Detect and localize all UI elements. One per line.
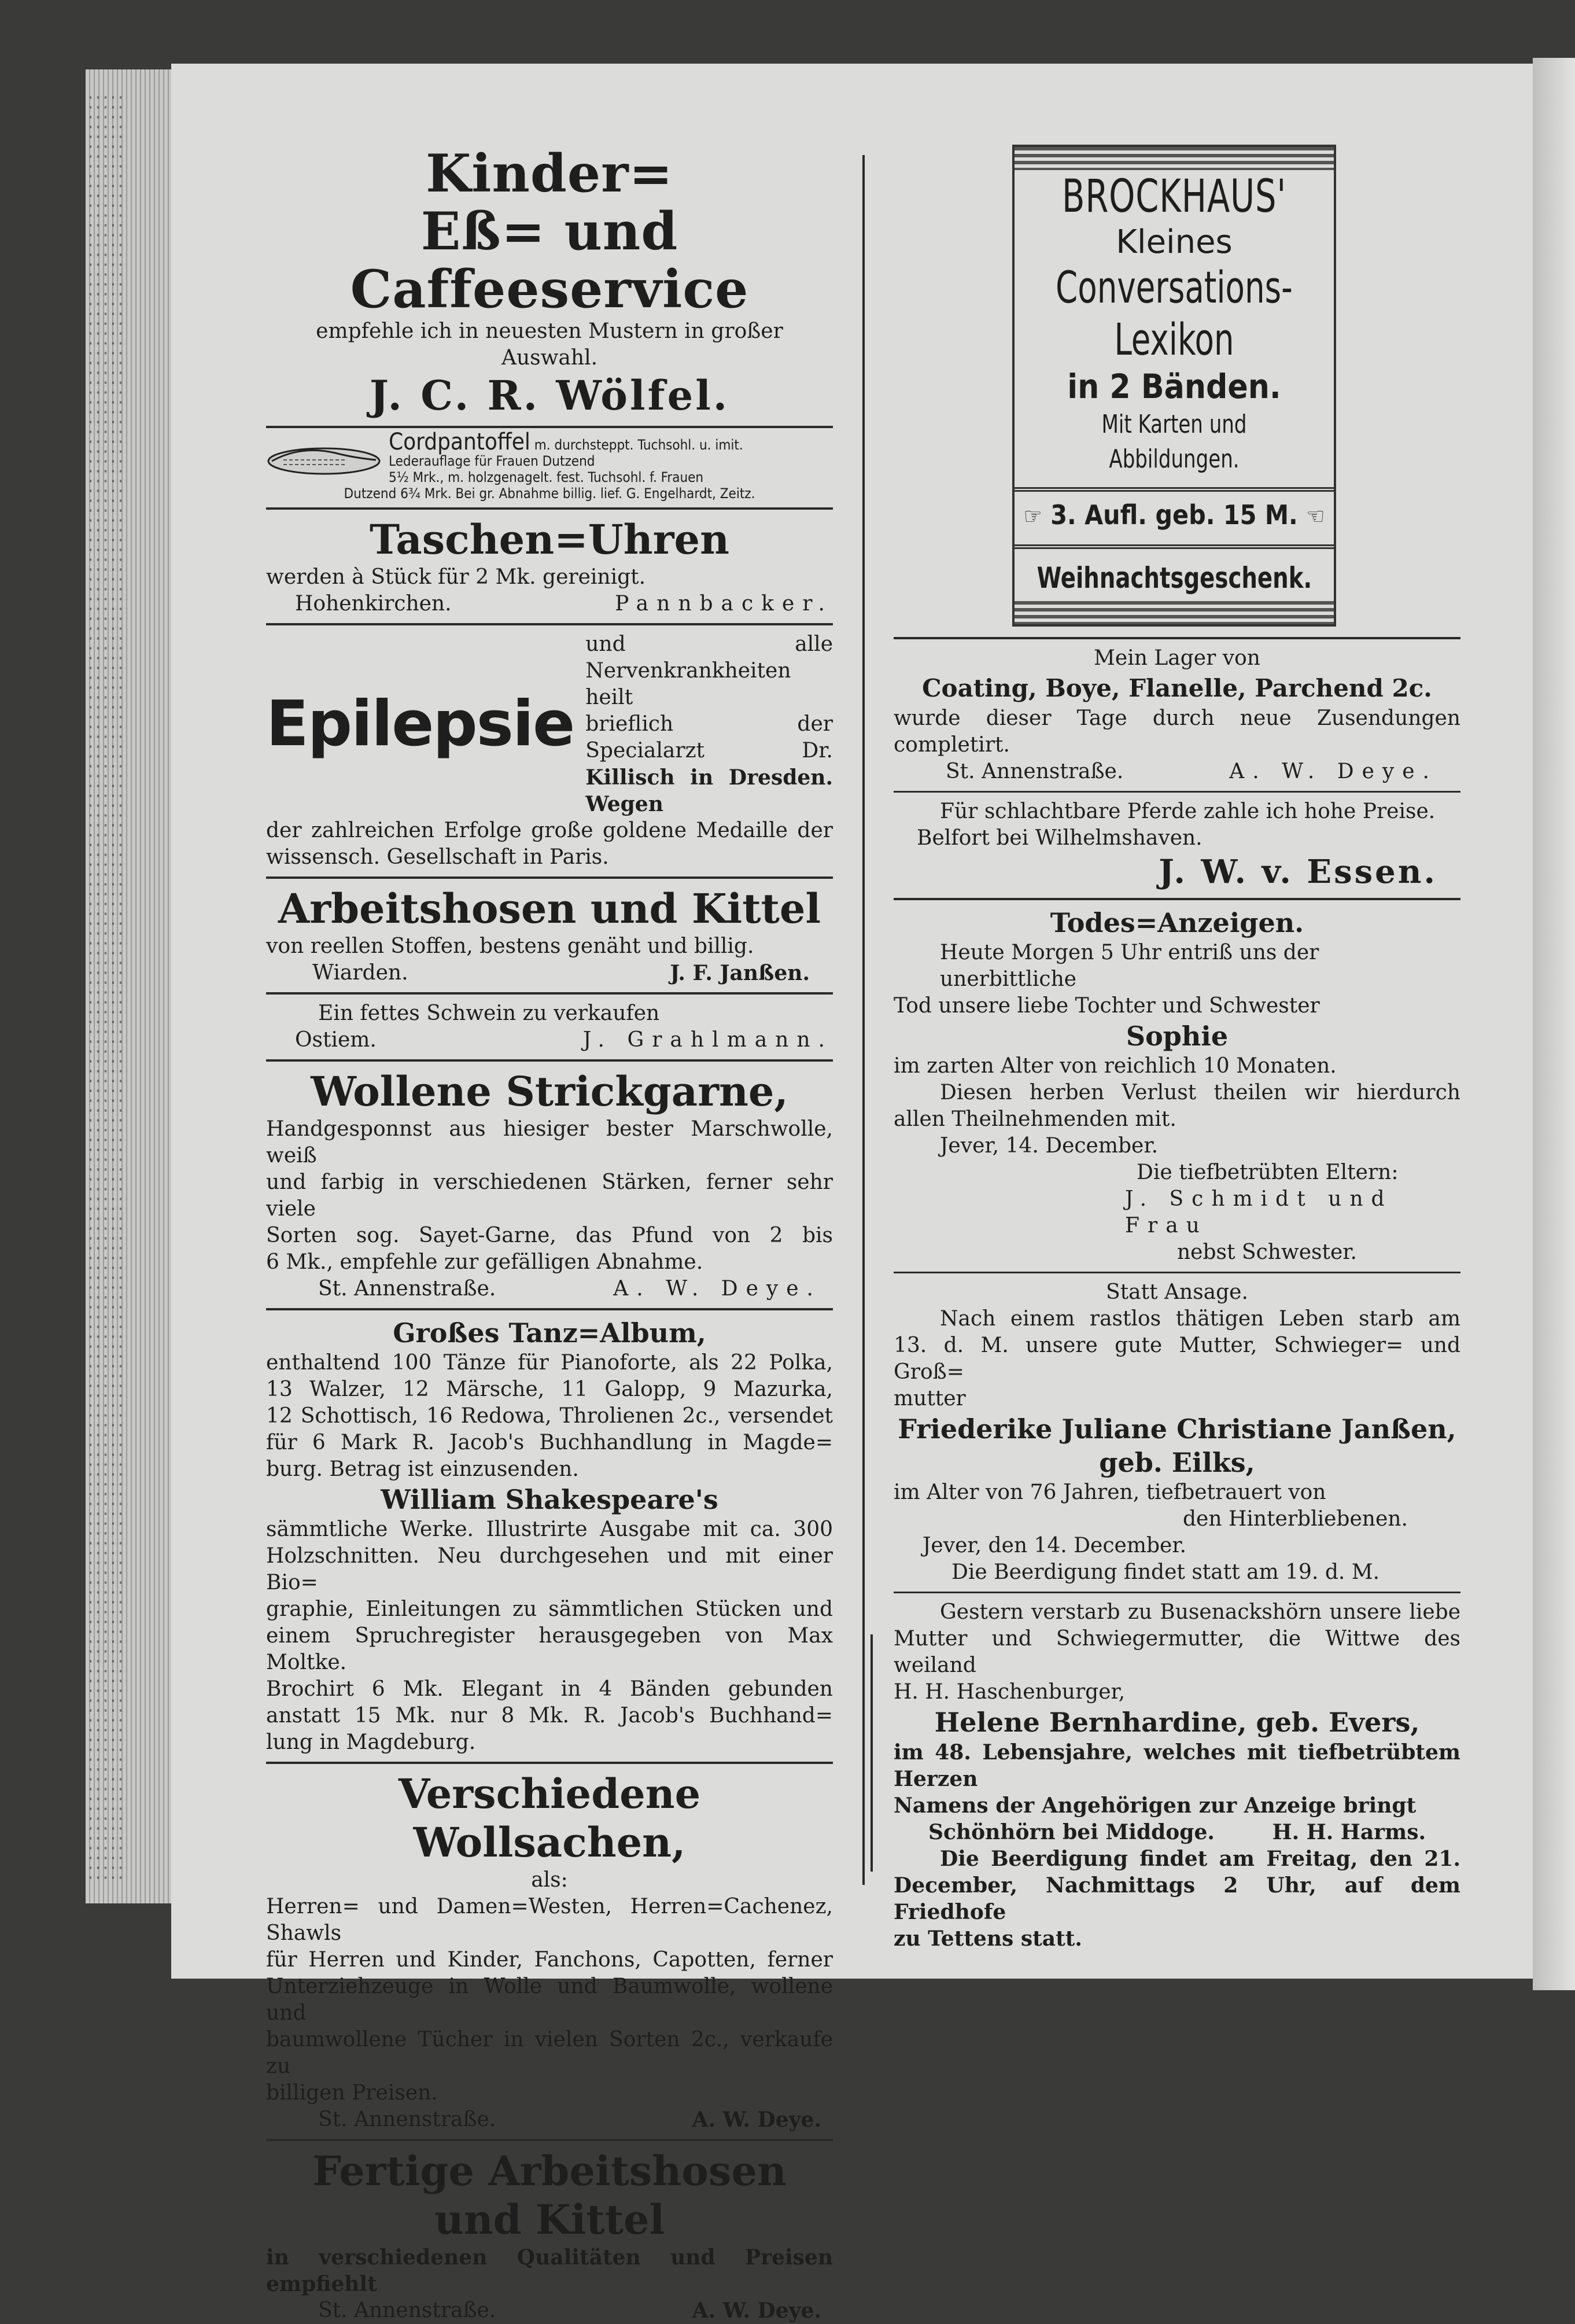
decor-stripes [1015, 601, 1334, 624]
helene-l6: Die Beerdigung findet am Freitag, den 21. [940, 1847, 1460, 1871]
shakes-l1: sämmtliche Werke. Illustrirte Ausgabe mit ca. 300 [266, 1518, 833, 1541]
taschen-name: Pannbacker. [615, 592, 833, 616]
todes-l5: allen Theilnehmenden mit. [894, 1107, 1176, 1131]
helene-signer: H. H. Harms. [1272, 1820, 1426, 1844]
tanz-l3: 12 Schottisch, 16 Redowa, Throlienen 2c., versendet [266, 1404, 833, 1428]
decor-bar [1015, 487, 1334, 492]
helene-l2: Mutter und Schwiegermutter, die Wittwe des weiland [894, 1627, 1460, 1677]
schwein-place: Ostiem. [295, 1028, 377, 1052]
schwein-name: J. Grahlmann. [582, 1028, 833, 1052]
wolle-l4: 6 Mk., empfehle zur gefälligen Abnahme. [266, 1250, 703, 1274]
statt-l7: Jever, den 14. December. [923, 1534, 1187, 1557]
divider [266, 1762, 833, 1764]
versch-als: als: [531, 1868, 568, 1892]
decor-stripes [1015, 147, 1334, 170]
divider [266, 623, 833, 625]
ad-fertige [266, 2147, 833, 2324]
todes-l9: nebst Schwester. [1177, 1240, 1357, 1264]
wolle-place: St. Annenstraße. [318, 1277, 496, 1301]
divider [894, 637, 1460, 639]
tanz-l1: enthaltend 100 Tänze für Pianoforte, als 22 Polka, [266, 1351, 833, 1375]
wolle-l2: und farbig in verschiedenen Stärken, ferner sehr viele [266, 1170, 833, 1221]
pferde-l2: Belfort bei Wilhelmshaven. [917, 826, 1203, 850]
ad-epilepsie [266, 631, 833, 871]
brockhaus-l4: in 2 Bänden. [1067, 367, 1281, 406]
wolle-l3: Sorten sog. Sayet-Garne, das Pfund von 2 bis [266, 1224, 833, 1247]
death-notice-evers [894, 1599, 1460, 1952]
ad-pferde [894, 798, 1460, 892]
wolle-title: Wollene Strickgarne, [311, 1067, 788, 1115]
arbeit-place: Wiarden. [312, 961, 408, 985]
divider [894, 1592, 1460, 1593]
versch-title: Verschiedene Wollsachen, [398, 1770, 701, 1866]
brockhaus-l5: Mit Karten und Abbildungen. [1101, 410, 1247, 474]
todes-l2: Tod unsere liebe Tochter und Schwester [894, 994, 1320, 1018]
todes-l3: im zarten Alter von reichlich 10 Monaten. [894, 1054, 1337, 1078]
brockhaus-l3: Lexikon [1114, 314, 1234, 365]
helene-l8: zu Tettens statt. [894, 1927, 1082, 1951]
brockhaus-l2: Conversations- [1056, 262, 1293, 313]
pferde-name: J. W. v. Essen. [1159, 853, 1437, 891]
kinder-name: J. C. R. Wölfel. [369, 371, 730, 419]
death-notice-janssen [894, 1279, 1460, 1586]
pointing-hand-icon: ☜ [1306, 503, 1325, 530]
versch-l2: für Herren und Kinder, Fanchons, Capotten, ferner [266, 1948, 833, 1972]
kinder-title: Kinder= [426, 143, 673, 204]
shakes-l7: lung in Magdeburg. [266, 1730, 476, 1754]
statt-l8: Die Beerdigung findet statt am 19. d. M. [951, 1560, 1380, 1584]
cord-l1: m. durchsteppt. Tuchsohl. u. imit. [534, 437, 743, 453]
shakes-l3: graphie, Einleitungen zu sämmtlichen Stücken und [266, 1597, 833, 1621]
shakes-l5: Brochirt 6 Mk. Elegant in 4 Bänden gebunden [266, 1677, 833, 1701]
divider [266, 507, 833, 510]
column-divider [862, 155, 865, 1885]
todes-sophie: Sophie [1126, 1021, 1229, 1052]
ad-wollsachen [266, 1770, 833, 2133]
brockhaus-gift: Weihnachtsgeschenk. [1037, 561, 1312, 595]
statt-l1: Statt Ansage. [1106, 1280, 1248, 1304]
kinder-subtitle: Eß= und Caffeeservice [350, 201, 749, 320]
divider [266, 992, 833, 995]
taschen-title: Taschen=Uhren [369, 515, 729, 563]
arbeit-name: J. F. Janßen. [670, 961, 810, 985]
helene-l4: im 48. Lebensjahre, welches mit tiefbetrübtem Herzen [894, 1740, 1460, 1791]
todes-l1: Heute Morgen 5 Uhr entriß uns der unerbittliche [940, 941, 1319, 991]
epi-l3: Killisch in Dresden. Wegen [585, 765, 833, 816]
epi-l5: wissensch. Gesellschaft in Paris. [266, 845, 609, 869]
decor-bar [1015, 544, 1334, 549]
lager-l3: wurde dieser Tage durch neue Zusendungen completirt. [894, 706, 1460, 757]
fertig-place: St. Annenstraße. [318, 2299, 496, 2322]
ad-tanzalbum [266, 1316, 833, 1483]
cord-l2: Lederauflage für Frauen Dutzend [389, 453, 595, 469]
shakes-l2: Holzschnitten. Neu durchgesehen und mit einer Bio= [266, 1544, 833, 1594]
wolle-l1: Handgesponnst aus hiesiger bester Marschwolle, weiß [266, 1117, 833, 1167]
divider [894, 1272, 1460, 1273]
brockhaus-l1: Kleines [1116, 223, 1233, 261]
todes-l8: J. Schmidt und Frau [1125, 1187, 1393, 1237]
fertig-name: A. W. Deye. [692, 2299, 821, 2323]
divider [266, 2139, 833, 2141]
helene-l1: Gestern verstarb zu Busenackshörn unsere liebe [940, 1600, 1460, 1624]
ad-kinder [266, 145, 833, 420]
todes-l7: Die tiefbetrübten Eltern: [1137, 1161, 1399, 1184]
lager-name: A. W. Deye. [1229, 760, 1437, 783]
helene-place: Schönhörn bei Middoge. [928, 1820, 1215, 1844]
versch-place: St. Annenstraße. [318, 2108, 496, 2131]
ad-lager [894, 645, 1460, 785]
ad-brockhaus [1012, 145, 1336, 627]
tanz-l4: für 6 Mark R. Jacob's Buchhandlung in Magde= [266, 1431, 833, 1454]
cord-title: Cordpantoffel [389, 429, 530, 455]
lager-l1: Mein Lager von [1094, 646, 1260, 670]
schwein-line: Ein fettes Schwein zu verkaufen [318, 1001, 660, 1025]
ad-shakespeare [266, 1483, 833, 1756]
statt-name2: geb. Eilks, [1099, 1447, 1255, 1478]
helene-l7: December, Nachmittags 2 Uhr, auf dem Friedhofe [894, 1873, 1460, 1924]
brockhaus-brand: BROCKHAUS' [1062, 171, 1286, 223]
taschen-line: werden à Stück für 2 Mk. gereinigt. [266, 565, 646, 589]
helene-l5: Namens der Angehörigen zur Anzeige bringt [894, 1793, 1417, 1818]
todes-l6: Jever, 14. December. [940, 1134, 1159, 1158]
left-column [266, 145, 833, 2324]
statt-name1: Friederike Juliane Christiane Janßen, [898, 1413, 1456, 1445]
fertig-title1: Fertige Arbeitshosen [312, 2147, 787, 2195]
lager-l2: Coating, Boye, Flanelle, Parchend 2c. [922, 674, 1432, 702]
fertig-title2: und Kittel [434, 2196, 665, 2244]
shakes-title: William Shakespeare's [381, 1484, 718, 1515]
todes-anzeigen [894, 906, 1460, 1266]
helene-l3: H. H. Haschenburger, [894, 1680, 1126, 1704]
kinder-line: empfehle ich in neuesten Mustern in großer Auswahl. [316, 319, 783, 370]
tanz-l5: burg. Betrag ist einzusenden. [266, 1457, 579, 1481]
shakes-l4: einem Spruchregister herausgegeben von Max Moltke. [266, 1624, 833, 1674]
divider [894, 791, 1460, 793]
todes-title: Todes=Anzeigen. [1050, 907, 1304, 938]
book-edge-speckle [87, 93, 127, 1886]
statt-l2: Nach einem rastlos thätigen Leben starb am [940, 1307, 1460, 1331]
tanz-l2: 13 Walzer, 12 Märsche, 11 Galopp, 9 Mazurka, [266, 1378, 833, 1401]
cord-l3: 5½ Mrk., m. holzgenagelt. fest. Tuchsohl. f. Frauen [389, 469, 704, 485]
right-column [894, 145, 1460, 1952]
divider [894, 898, 1460, 900]
epi-l2: brieflich der Specialarzt Dr. [585, 712, 833, 763]
epi-l4: der zahlreichen Erfolge große goldene Medaille der [266, 819, 833, 842]
divider [266, 426, 833, 428]
ad-taschenuhren [266, 515, 833, 617]
statt-l5: im Alter von 76 Jahren, tiefbetrauert von [894, 1480, 1326, 1504]
versch-l3: Unterziehzeuge in Wolle und Baumwolle, wollene und [266, 1975, 833, 2025]
statt-l4: mutter [894, 1387, 966, 1410]
versch-l5: billigen Preisen. [266, 2081, 438, 2105]
epi-l1: und alle Nervenkrankheiten heilt [585, 632, 833, 709]
arbeit-title: Arbeitshosen und Kittel [278, 885, 821, 933]
statt-l3: 13. d. M. unsere gute Mutter, Schwieger= und Groß= [894, 1334, 1460, 1384]
pointing-hand-icon: ☞ [1023, 503, 1042, 530]
tanz-title: Großes Tanz=Album, [393, 1317, 706, 1349]
next-page-edge [1533, 58, 1575, 1990]
taschen-place: Hohenkirchen. [295, 592, 452, 616]
epi-title: Epilepsie [266, 688, 574, 760]
ad-arbeitshosen [266, 885, 833, 986]
column-divider-lower [871, 1634, 873, 1872]
helene-name: Helene Bernhardine, geb. Evers, [934, 1707, 1420, 1738]
arbeit-line: von reellen Stoffen, bestens genäht und billig. [266, 934, 754, 958]
ad-schwein [266, 1000, 833, 1054]
fertig-line: in verschiedenen Qualitäten und Preisen empfiehlt [266, 2245, 833, 2296]
lager-place: St. Annenstraße. [946, 760, 1124, 783]
slipper-icon [266, 443, 382, 477]
ad-strickgarne [266, 1067, 833, 1302]
statt-l6: den Hinterbliebenen. [1183, 1507, 1408, 1531]
versch-l4: baumwollene Tücher in vielen Sorten 2c., verkaufe zu [266, 2028, 833, 2078]
divider [266, 876, 833, 879]
divider [266, 1308, 833, 1310]
versch-l1: Herren= und Damen=Westen, Herren=Cachenez, Shawls [266, 1895, 833, 1945]
cord-l4: Dutzend 6¾ Mrk. Bei gr. Abnahme billig. lief. G. Engelhardt, Zeitz. [344, 485, 755, 502]
divider [266, 1059, 833, 1062]
brockhaus-price: 3. Aufl. geb. 15 M. [1050, 499, 1298, 531]
versch-name: A. W. Deye. [692, 2108, 821, 2132]
ad-cordpantoffel [266, 429, 833, 502]
pferde-l1: Für schlachtbare Pferde zahle ich hohe Preise. [940, 800, 1436, 823]
shakes-l6: anstatt 15 Mk. nur 8 Mk. R. Jacob's Buchhand= [266, 1704, 833, 1728]
wolle-name: A. W. Deye. [613, 1277, 821, 1301]
todes-l4: Diesen herben Verlust theilen wir hierdurch [940, 1081, 1460, 1104]
